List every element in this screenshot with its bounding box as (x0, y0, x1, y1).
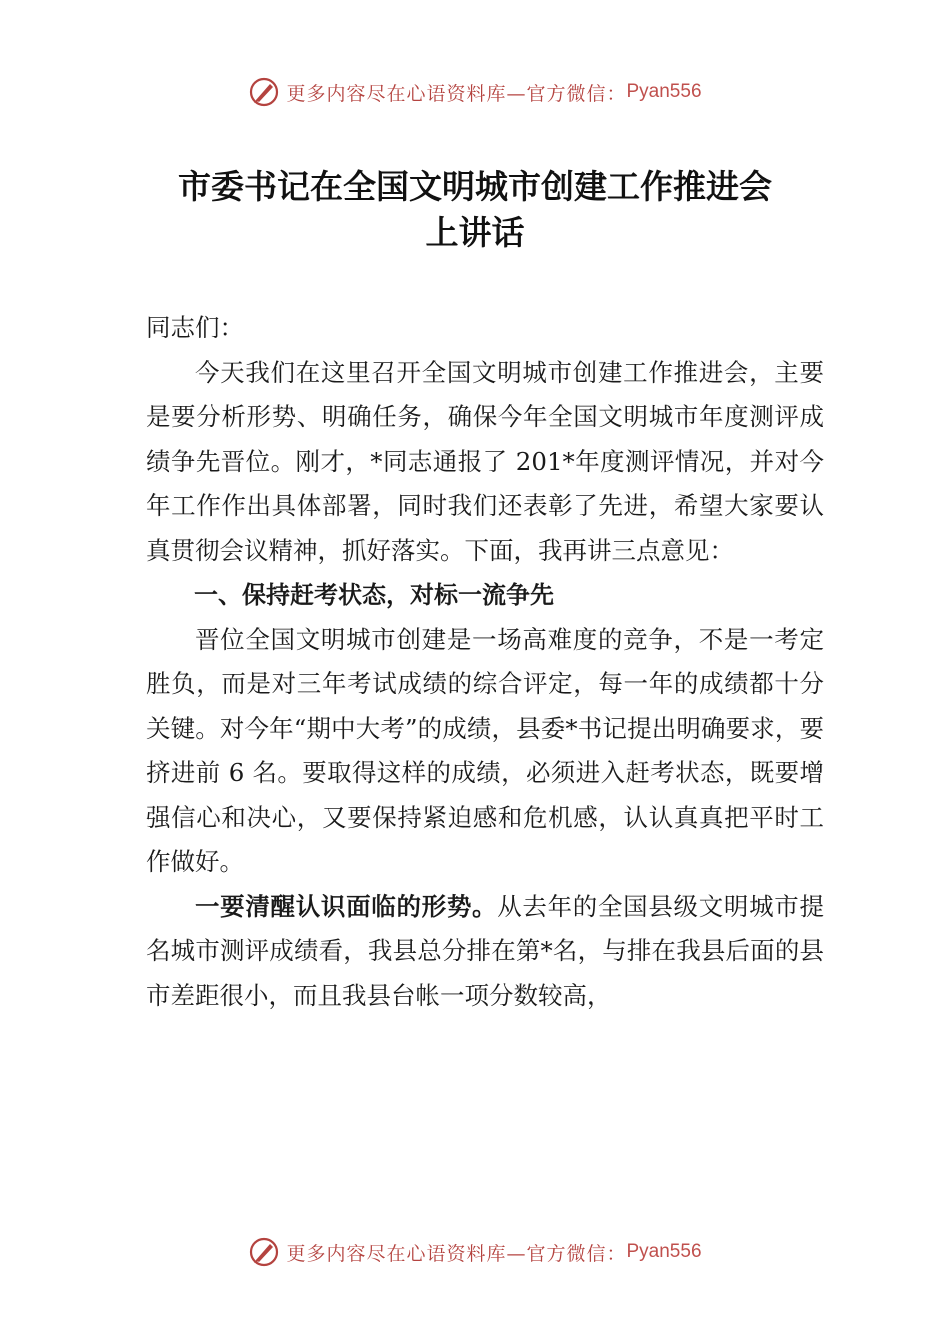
banner-brand-text: 更多内容尽在心语资料库—官方微信： (286, 82, 627, 105)
title-line-1: 市委书记在全国文明城市创建工作推进会 (178, 167, 772, 206)
banner-wechat-handle: Pyan556 (626, 81, 702, 102)
paragraph-point1 (146, 885, 824, 1019)
section-heading-1: 一、保持赶考状态，对标一流争先 (194, 581, 554, 609)
paragraph-intro: 今天我们在这里召开全国文明城市创建工作推进会，主要是要分析形势、明确任务，确保今年全国文明城市年度测评成绩争先晋位。刚才，*同志通报了 201*年度测评情况，并对今年工作作出具体部署，同时我们还表彰了先进，希望大家要认真贯彻会议精神，抓好落实。下面，我再讲三点意见： (146, 357, 824, 565)
banner-brand-text: 更多内容尽在心语资料库—官方微信： (286, 1242, 627, 1265)
banner-wechat-handle: Pyan556 (626, 1241, 702, 1262)
pen-circle-logo-icon (248, 76, 280, 108)
point1-lead: 一要清醒认识面临的形势。 (195, 891, 498, 921)
paragraph-section1: 晋位全国文明城市创建是一场高难度的竞争，不是一考定胜负，而是对三年考试成绩的综合评定，每一年的成绩都十分关键。对今年“期中大考”的成绩，县委*书记提出明确要求，要挤进前 6 名。要取得这样的成绩，必须进入赶考状态，既要增强信心和决心，又要保持紧迫感和危机感，认认真真把平时工作做好。 (146, 624, 824, 876)
header-banner (0, 72, 950, 112)
title-line-2: 上讲话 (425, 213, 525, 252)
document-body (146, 306, 824, 1018)
document-title (120, 164, 830, 256)
footer-banner (0, 1232, 950, 1272)
salutation: 同志们： (146, 313, 244, 342)
point1-text: 从去年的全国县级文明城市提名城市测评成绩看，我县总分排在第*名，与排在我县后面的县市差距很小，而且我县台帐一项分数较高， (146, 891, 824, 1010)
pen-circle-logo-icon (248, 1236, 280, 1268)
